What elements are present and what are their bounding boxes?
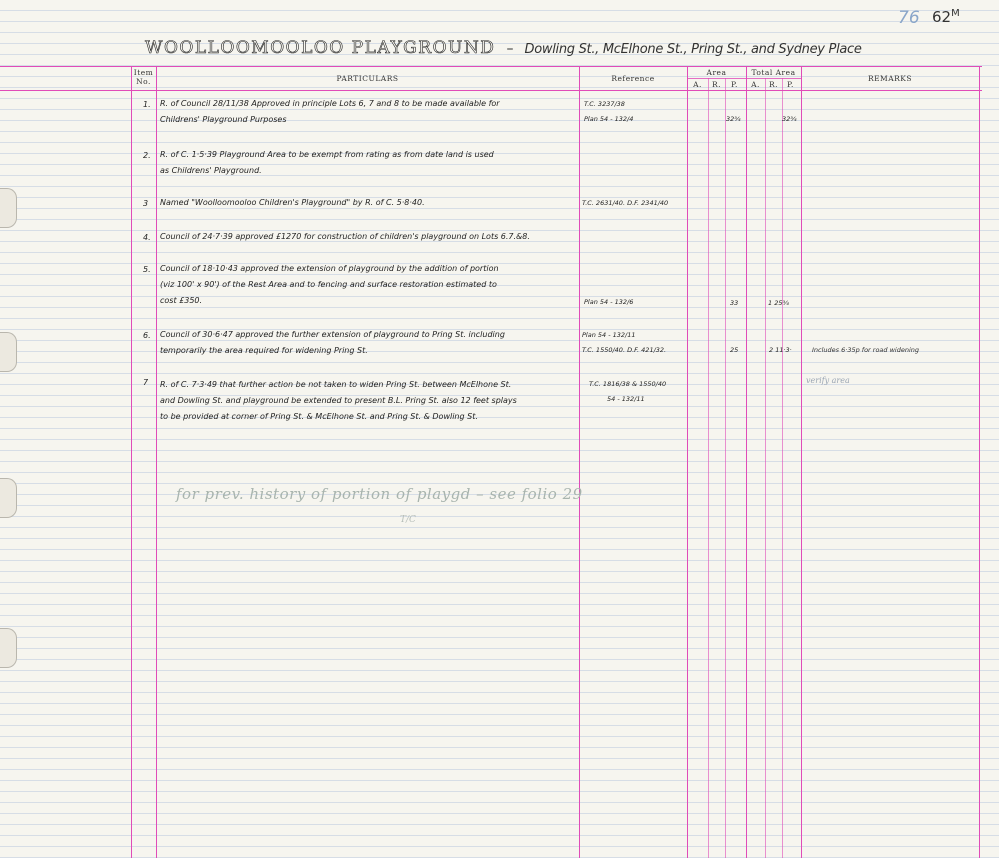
header-total-a: A. (751, 80, 760, 89)
header-total-r: R. (768, 80, 779, 89)
area-value: 25 (730, 346, 739, 354)
column-rule (156, 66, 157, 858)
page-title-row (145, 38, 985, 66)
item-number: 3 (143, 199, 149, 208)
item-number: 4. (143, 233, 151, 242)
page-title: WOOLLOOMOOLOO PLAYGROUND (145, 38, 496, 58)
binder-ring-tab (0, 628, 17, 668)
area-value: 32¾ (726, 115, 741, 123)
pencil-remark: verify area (806, 376, 850, 385)
entry-particulars: Council of 30·6·47 approved the further extension of playground to Pring St. including temporarily the area required for widening Pring St. (160, 330, 505, 355)
page-subtitle: Dowling St., McElhone St., Pring St., and Sydney Place (524, 42, 862, 57)
header-bottom-rule (0, 90, 982, 91)
area-value: 33 (730, 299, 739, 307)
column-rule (979, 66, 980, 858)
header-total-area: Total Area (751, 68, 796, 77)
folio-pencil-number: 76 (898, 8, 920, 28)
item-number: 1. (143, 100, 151, 109)
remark-text: Includes 6·35p for road widening (812, 346, 920, 354)
total-area-value: 2 11·3· (769, 346, 792, 354)
header-remarks: REMARKS (867, 74, 913, 83)
entry-particulars: R. of C. 1·5·39 Playground Area to be exempt from rating as from date land is used as Childrens' Playground. (160, 150, 494, 175)
header-area-r: R. (711, 80, 722, 89)
column-rule (131, 66, 132, 858)
item-number: 7 (143, 378, 149, 387)
entry-particulars: R. of Council 28/11/38 Approved in principle Lots 6, 7 and 8 to be made available for Childrens' Playground Purposes (160, 99, 500, 124)
entry-reference: Plan 54 - 132/11 T.C. 1550/40. D.F. 421/32. (582, 331, 667, 354)
title-dash: – (506, 41, 514, 57)
header-item-no: Item No. (133, 68, 154, 86)
header-area: Area (706, 68, 727, 77)
sub-column-rule (782, 78, 783, 858)
total-area-value: 32¾ (782, 115, 797, 123)
entry-reference: T.C. 1816/38 & 1550/40 54 - 132/11 (589, 380, 667, 403)
entry-reference: T.C. 3237/38 Plan 54 - 132/4 (584, 100, 634, 123)
header-total-p: P. (787, 80, 794, 89)
header-reference: Reference (611, 74, 655, 83)
item-number: 2. (143, 151, 151, 160)
binder-ring-tab (0, 478, 17, 518)
entry-particulars: R. of C. 7·3·49 that further action be not taken to widen Pring St. between McElhone St. and Dowling St. and playground be extended to present B.L. Pring St. also 12 feet splays to be provided at corner of Pring St. & McElhone St. and Pring St. & Dowling St. (160, 380, 517, 421)
header-particulars: PARTICULARS (336, 74, 399, 83)
entry-particulars: Council of 24·7·39 approved £1270 for construction of children's playground on Lots 6.7.&8. (160, 232, 530, 241)
entry-reference: Plan 54 - 132/6 (584, 298, 634, 306)
area-subheader-rule (688, 78, 801, 79)
sub-column-rule (725, 78, 726, 858)
column-rule (746, 66, 747, 858)
entry-reference: T.C. 2631/40. D.F. 2341/40 (582, 199, 669, 207)
column-rule (579, 66, 580, 858)
pencil-annotation: for prev. history of portion of playgd – see folio 29 (176, 485, 583, 503)
total-area-value: 1 25¾ (768, 299, 789, 307)
sub-column-rule (708, 78, 709, 858)
binder-ring-tab (0, 332, 17, 372)
entry-particulars: Council of 18·10·43 approved the extension of playground by the addition of portion (viz 100' x 90') of the Rest Area and to fencing and surface restoration estimated to cost £350. (160, 264, 499, 305)
header-area-p: P. (731, 80, 738, 89)
folio-ink-number: $62^M$ (932, 8, 960, 26)
header-area-a: A. (693, 80, 702, 89)
item-number: 6. (143, 331, 151, 340)
sub-column-rule (765, 78, 766, 858)
item-number: 5. (143, 265, 151, 274)
pencil-mark: T/C (400, 515, 416, 525)
column-rule (687, 66, 688, 858)
binder-ring-tab (0, 188, 17, 228)
entry-particulars: Named "Woolloomooloo Children's Playground" by R. of C. 5·8·40. (160, 198, 425, 207)
column-rule (801, 66, 802, 858)
